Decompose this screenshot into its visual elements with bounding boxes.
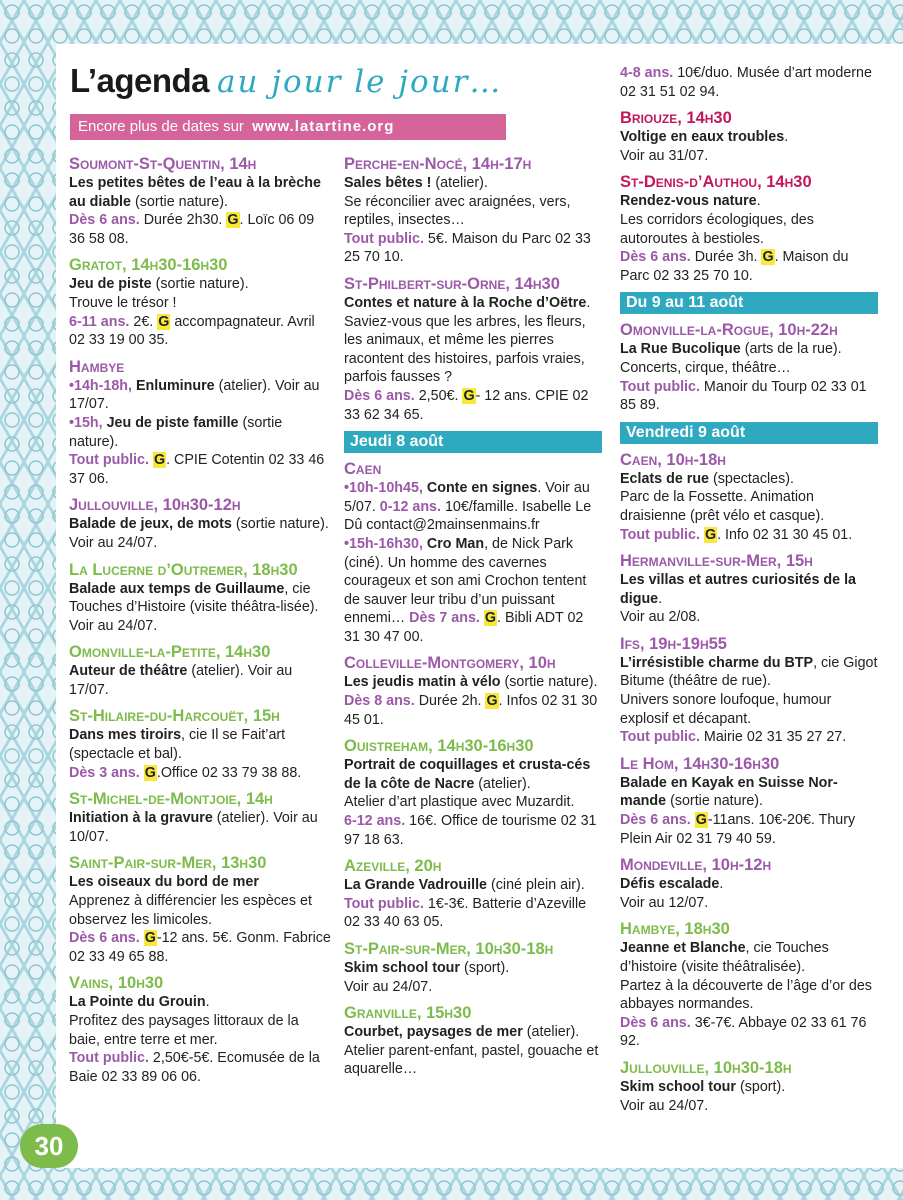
event-text: , cie Touches d’Histoire (visite théâtra-lisée). Voir au 24/07. <box>69 580 319 634</box>
event-item <box>69 154 331 248</box>
event-line <box>620 875 878 894</box>
event-title: Conte en signes <box>426 480 538 497</box>
event-text: . Infos 02 31 30 45 01. <box>344 693 598 728</box>
event-item <box>620 919 878 1051</box>
event-line <box>344 174 602 193</box>
event-title: Cro Man <box>426 535 485 552</box>
event-title: Jeanne et Blanche <box>620 940 746 957</box>
event-line <box>344 978 602 997</box>
event-text: 5€. Maison du Parc 02 33 25 70 10. <box>344 230 591 266</box>
event-text: (spectacles). <box>709 470 795 487</box>
event-time: •15h, <box>69 414 107 431</box>
date-header: Vendredi 9 août <box>620 422 878 444</box>
event-line <box>620 939 878 976</box>
event-line <box>620 526 878 545</box>
event-line <box>344 1023 602 1042</box>
title-script: au jour le jour… <box>217 64 503 100</box>
event-line <box>69 211 331 248</box>
event-text: , cie Gigot Bitume (théâtre de rue). <box>620 654 878 690</box>
event-title: La Grande Vadrouille <box>344 877 488 894</box>
event-line <box>69 1012 331 1049</box>
event-text: Manoir du Tourp 02 33 01 85 89. <box>620 378 867 414</box>
event-text: Concerts, cirque, théâtre… <box>620 359 791 376</box>
event-line <box>344 756 602 793</box>
event-text: Voir au 31/07. <box>620 147 709 164</box>
event-place: Hambye <box>69 357 125 376</box>
event-title: L’irrésistible charme du BTP <box>620 654 814 671</box>
event-item <box>620 172 878 285</box>
event-text: . CPIE Cotentin 02 33 46 37 06. <box>69 452 325 487</box>
event-item <box>69 853 331 966</box>
free-icon: G <box>484 610 497 627</box>
event-line <box>620 359 878 378</box>
event-text: (sortie nature). Voir au 24/07. <box>69 516 329 551</box>
event-item <box>344 154 602 267</box>
date-header: Jeudi 8 août <box>344 431 602 453</box>
event-item <box>620 64 878 101</box>
event-title: Les villas et autres curiosités de la digue <box>620 572 857 607</box>
event-item <box>69 789 331 846</box>
free-icon: G <box>144 764 156 781</box>
event-line <box>69 809 331 846</box>
age-label: Dès 8 ans. <box>344 693 415 710</box>
website-banner <box>70 114 506 140</box>
event-text: Durée 3h. <box>690 249 762 266</box>
event-item <box>344 459 602 646</box>
event-item <box>620 1058 878 1115</box>
event-text: .Office 02 33 79 38 88. <box>156 764 302 781</box>
event-text: 2,50€-5€. Ecomusée de la Baie 02 33 89 06 06. <box>69 1050 320 1085</box>
event-text: (ciné plein air). <box>487 877 585 894</box>
event-line <box>69 313 331 350</box>
event-place: Caen, 10h-18h <box>620 450 726 469</box>
age-label: Dès 6 ans. <box>344 387 415 404</box>
event-item <box>620 855 878 912</box>
event-title: Les jeudis matin à vélo <box>344 674 501 691</box>
event-place: St-Pair-sur-Mer, 10h30-18h <box>344 940 554 958</box>
age-label: 6-12 ans. <box>344 813 406 830</box>
event-place: Le Hom, 14h30-16h30 <box>620 754 780 773</box>
date-header: Du 9 au 11 août <box>620 292 878 314</box>
event-place: Omonville-la-Rogue, 10h-22h <box>620 321 838 340</box>
event-item <box>344 856 602 932</box>
event-place: Jullouville, 10h30-12h <box>69 496 241 515</box>
event-text: Trouve le trésor ! <box>69 294 177 311</box>
title-main: L’agenda <box>70 62 210 99</box>
event-line <box>69 993 331 1012</box>
free-icon: G <box>158 313 170 330</box>
event-text: , cie Il se Fait’art (spectacle et bal). <box>69 727 286 763</box>
age-label: Tout public. <box>620 526 700 543</box>
event-line <box>620 248 878 285</box>
age-label: Tout public. <box>69 452 149 469</box>
event-line <box>344 387 602 424</box>
event-item <box>69 357 331 489</box>
event-time: •14h-18h, <box>69 377 136 394</box>
event-line <box>620 378 878 415</box>
event-line <box>344 193 602 230</box>
event-text: 2€. <box>129 313 158 330</box>
event-line <box>620 488 878 525</box>
free-icon: G <box>144 930 156 947</box>
age-label: Dès 6 ans. <box>620 1014 691 1031</box>
event-line <box>620 571 878 608</box>
event-line <box>344 812 602 849</box>
event-text: 10€/famille. Isabelle Le Dû contact@2mainsenmains.fr <box>344 498 592 534</box>
event-item <box>69 560 331 636</box>
event-title: Initiation à la gravure <box>69 810 213 827</box>
age-label: Dès 3 ans. <box>69 764 140 781</box>
event-text: Durée 2h. <box>414 693 486 710</box>
event-title: Rendez-vous nature <box>620 193 757 210</box>
event-title: Voltige en eaux troubles <box>620 129 785 146</box>
event-item <box>620 450 878 544</box>
event-line <box>620 811 878 848</box>
event-line <box>344 959 602 978</box>
event-text: . <box>784 129 789 146</box>
free-icon: G <box>153 452 166 469</box>
event-title: Jeu de piste famille <box>106 414 239 431</box>
event-item <box>344 1003 602 1079</box>
event-place: Jullouville, 10h30-18h <box>620 1058 792 1077</box>
event-line <box>69 873 331 892</box>
event-title: Contes et nature à la Roche d’Oëtre <box>344 294 587 311</box>
event-line <box>620 691 878 728</box>
event-item <box>69 495 331 552</box>
event-place: Mondeville, 10h-12h <box>620 856 772 875</box>
event-title: La Rue Bucolique <box>620 341 741 358</box>
event-text: . Bibli ADT 02 31 30 47 00. <box>344 610 584 645</box>
age-label: 0-12 ans. <box>379 498 441 515</box>
event-title: Skim school tour <box>344 960 460 976</box>
event-line <box>344 895 602 932</box>
event-text: -11ans. 10€-20€. Thury Plein Air 02 31 79 40 59. <box>620 812 856 847</box>
event-text: Durée 2h30. <box>139 212 227 229</box>
banner-url[interactable]: www.latartine.org <box>252 118 395 135</box>
event-place: Omonville-la-Petite, 14h30 <box>69 643 271 662</box>
event-place: Vains, 10h30 <box>69 974 164 993</box>
age-label: Dès 6 ans. <box>69 212 140 229</box>
event-item <box>620 551 878 627</box>
event-title: Sales bêtes ! <box>344 175 432 191</box>
page-title <box>70 62 502 110</box>
event-text: 2,50€. <box>414 387 463 404</box>
event-line <box>69 275 331 294</box>
event-title: Les oiseaux du bord de mer <box>69 874 259 891</box>
event-time: •10h-10h45, <box>344 480 427 497</box>
event-place: Soumont-St-Quentin, 14h <box>69 155 257 173</box>
event-text: , cie Touches d’histoire (visite théâtralisée). <box>620 940 829 975</box>
event-place: Saint-Pair-sur-Mer, 13h30 <box>69 854 267 873</box>
event-place: Gratot, 14h30-16h30 <box>69 256 228 275</box>
event-place: Hambye, 18h30 <box>620 920 730 939</box>
event-title: Eclats de rue <box>620 470 709 487</box>
event-text: 3€-7€. Abbaye 02 33 61 76 92. <box>620 1014 867 1050</box>
event-line <box>620 608 878 627</box>
event-text: - 12 ans. CPIE 02 33 62 34 65. <box>344 387 589 423</box>
event-line <box>620 728 878 747</box>
event-place: Colleville-Montgomery, 10h <box>344 654 556 673</box>
event-place: St-Philbert-sur-Orne, 14h30 <box>344 274 560 293</box>
event-text: 1€-3€. Batterie d’Azeville 02 33 40 63 05. <box>344 895 587 931</box>
event-line <box>620 211 878 248</box>
event-line <box>344 230 602 267</box>
event-text: Partez à la découverte de l’âge d’or des abbayes normandes. <box>620 977 872 1013</box>
event-item <box>344 274 602 424</box>
event-title: Défis escalade <box>620 876 720 893</box>
event-text: Profitez des paysages littoraux de la baie, entre terre et mer. <box>69 1013 299 1048</box>
event-line <box>344 793 602 812</box>
event-line <box>344 1042 602 1079</box>
event-text: (arts de la rue). <box>740 341 842 358</box>
event-text: Voir au 24/07. <box>620 1097 709 1114</box>
event-text: Saviez-vous que les arbres, les fleurs, les animaux, et même les pierres racontent des histoires, parfois vraies, parfois fausses ? <box>344 313 586 386</box>
age-label: Dès 7 ans. <box>409 610 480 627</box>
event-line <box>620 340 878 359</box>
event-line <box>69 1049 331 1086</box>
event-title: Skim school tour <box>620 1078 736 1095</box>
event-item <box>69 973 331 1086</box>
event-text: Voir au 2/08. <box>620 609 701 626</box>
age-label: Dès 6 ans. <box>69 930 140 947</box>
event-place: Ouistreham, 14h30-16h30 <box>344 737 534 756</box>
event-line <box>620 147 878 166</box>
event-text: . <box>658 590 663 607</box>
event-text: Univers sonore loufoque, humour explosif et décapant. <box>620 692 832 727</box>
event-item <box>620 634 878 747</box>
event-text: (sortie nature). <box>151 276 249 293</box>
event-line <box>344 673 602 692</box>
event-line <box>344 692 602 729</box>
age-label: Tout public. <box>620 378 700 395</box>
event-text: Se réconcilier avec araignées, vers, reptiles, insectes… <box>344 193 571 229</box>
free-icon: G <box>704 526 717 543</box>
event-title: Balade aux temps de Guillaume <box>69 580 285 597</box>
age-label: Dès 6 ans. <box>620 249 691 266</box>
event-title: Les petites bêtes de l’eau à la brèche au diable <box>69 175 321 210</box>
age-label: Tout public. <box>344 230 424 247</box>
event-line <box>69 726 331 763</box>
event-text: (atelier). <box>474 775 531 792</box>
event-text: . <box>719 876 724 893</box>
free-icon: G <box>463 387 475 404</box>
free-icon: G <box>695 812 707 829</box>
event-line <box>620 1097 878 1116</box>
event-line <box>69 662 331 699</box>
event-text: Atelier parent-enfant, pastel, gouache et aquarelle… <box>344 1042 599 1078</box>
event-place: Granville, 15h30 <box>344 1004 472 1023</box>
event-item <box>69 255 331 349</box>
event-place: Caen <box>344 460 382 479</box>
event-title: Portrait de coquillages et crusta-cés de la côte de Nacre <box>344 757 591 792</box>
event-place: St-Hilaire-du-Harcouët, 15h <box>69 707 280 726</box>
event-line <box>344 876 602 895</box>
event-text: . <box>756 193 761 210</box>
event-title: Jeu de piste <box>69 276 152 293</box>
event-text: (atelier). Voir au 17/07. <box>69 377 320 413</box>
event-item <box>344 736 602 849</box>
age-label: Dès 6 ans. <box>620 812 691 829</box>
event-place: Perche-en-Nocé, 14h-17h <box>344 155 532 173</box>
event-text: Voir au 24/07. <box>344 978 433 995</box>
event-text: -12 ans. 5€. Gonm. Fabrice 02 33 49 65 88. <box>69 930 331 965</box>
event-place: St-Michel-de-Montjoie, 14h <box>69 790 273 809</box>
event-line <box>620 774 878 811</box>
age-label: Tout public. <box>69 1050 149 1067</box>
event-title: Auteur de théâtre <box>69 663 188 680</box>
age-label: 6-11 ans. <box>69 313 130 330</box>
event-line <box>344 535 602 647</box>
event-text: (atelier). Voir au 17/07. <box>69 663 293 698</box>
event-text: (atelier). <box>522 1024 580 1041</box>
banner-text: Encore plus de dates sur <box>78 118 244 135</box>
event-line <box>69 377 331 414</box>
event-line <box>620 128 878 147</box>
event-text: . Maison du Parc 02 33 25 70 10. <box>620 249 849 284</box>
event-text: (atelier). <box>431 175 488 191</box>
event-line <box>69 515 331 552</box>
event-line <box>620 654 878 691</box>
event-text: . <box>586 294 591 311</box>
event-text: (sortie nature). <box>69 414 283 450</box>
event-title: Enluminure <box>135 377 215 394</box>
event-line <box>69 764 331 783</box>
event-text: (sortie nature). <box>130 193 228 210</box>
event-line <box>620 470 878 489</box>
agenda-page <box>56 44 903 1168</box>
event-place: La Lucerne d’Outremer, 18h30 <box>69 560 298 579</box>
event-text: Mairie 02 31 35 27 27. <box>699 729 847 746</box>
event-line <box>69 580 331 636</box>
event-text: Les corridors écologiques, des autoroutes à bestioles. <box>620 211 814 247</box>
age-label: 4-8 ans. <box>620 65 674 81</box>
event-line <box>69 414 331 451</box>
event-title: La Pointe du Grouin <box>69 994 206 1011</box>
event-line <box>69 929 331 966</box>
event-line <box>620 192 878 211</box>
event-text: Atelier d’art plastique avec Muzardit. <box>344 794 575 811</box>
event-line <box>620 1014 878 1051</box>
event-line <box>620 894 878 913</box>
event-text: 16€. Office de tourisme 02 31 97 18 63. <box>344 813 597 848</box>
event-text: . Voir au 5/07. <box>344 480 590 515</box>
page-number: 30 <box>20 1124 78 1168</box>
event-line <box>69 294 331 313</box>
free-icon: G <box>762 249 774 266</box>
event-text: (sport). <box>735 1078 786 1095</box>
column-3 <box>620 64 878 1122</box>
event-text: . <box>205 994 210 1011</box>
event-item <box>69 642 331 699</box>
event-line <box>620 64 878 101</box>
event-title: Dans mes tiroirs <box>69 727 182 744</box>
event-time: •15h-16h30, <box>344 535 427 552</box>
event-text: (sortie nature). <box>500 674 598 691</box>
event-line <box>344 479 602 535</box>
event-text: Voir au 12/07. <box>620 894 709 911</box>
event-text: 10€/duo. Musée d’art moderne 02 31 51 02 94. <box>620 65 872 100</box>
event-item <box>344 653 602 729</box>
event-item <box>620 754 878 848</box>
event-text: , de Nick Park (ciné). Un homme des cavernes courageux et son ami Crochon tentent de sauver leur tribu d’un puissant ennemi… <box>344 535 587 627</box>
free-icon: G <box>227 212 239 229</box>
event-title: Courbet, paysages de mer <box>344 1024 523 1041</box>
event-place: Azeville, 20h <box>344 857 442 876</box>
column-2 <box>344 154 602 1086</box>
event-line <box>344 313 602 387</box>
event-text: (sport). <box>459 960 510 976</box>
event-place: Briouze, 14h30 <box>620 109 732 128</box>
event-place: Hermanville-sur-Mer, 15h <box>620 552 813 571</box>
event-item <box>69 706 331 782</box>
column-1 <box>69 154 331 1093</box>
event-title: Balade en Kayak en Suisse Nor-mande <box>620 774 838 810</box>
event-text: . Loïc 06 09 36 58 08. <box>69 212 315 247</box>
event-line <box>69 174 331 211</box>
age-label: Tout public. <box>344 895 424 912</box>
event-text: (sortie nature). <box>666 793 764 810</box>
event-text: Parc de la Fossette. Animation draisienne (prêt vélo et casque). <box>620 489 825 524</box>
event-text: . Info 02 31 30 45 01. <box>717 526 853 543</box>
event-line <box>344 294 602 313</box>
free-icon: G <box>486 693 498 710</box>
age-label: Tout public. <box>620 729 700 746</box>
event-item <box>620 320 878 414</box>
event-line <box>69 451 331 488</box>
event-text: (atelier). Voir au 10/07. <box>69 810 318 845</box>
event-item <box>344 939 602 996</box>
event-line <box>69 892 331 929</box>
event-item <box>620 108 878 165</box>
event-text: accompagnateur. Avril 02 33 19 00 35. <box>69 313 315 349</box>
event-place: St-Denis-d’Authou, 14h30 <box>620 173 812 192</box>
event-line <box>620 977 878 1014</box>
event-line <box>620 1078 878 1097</box>
event-title: Balade de jeux, de mots <box>69 516 232 533</box>
event-text: Apprenez à différencier les espèces et observez les limicoles. <box>69 893 312 928</box>
event-place: Ifs, 19h-19h55 <box>620 634 727 653</box>
